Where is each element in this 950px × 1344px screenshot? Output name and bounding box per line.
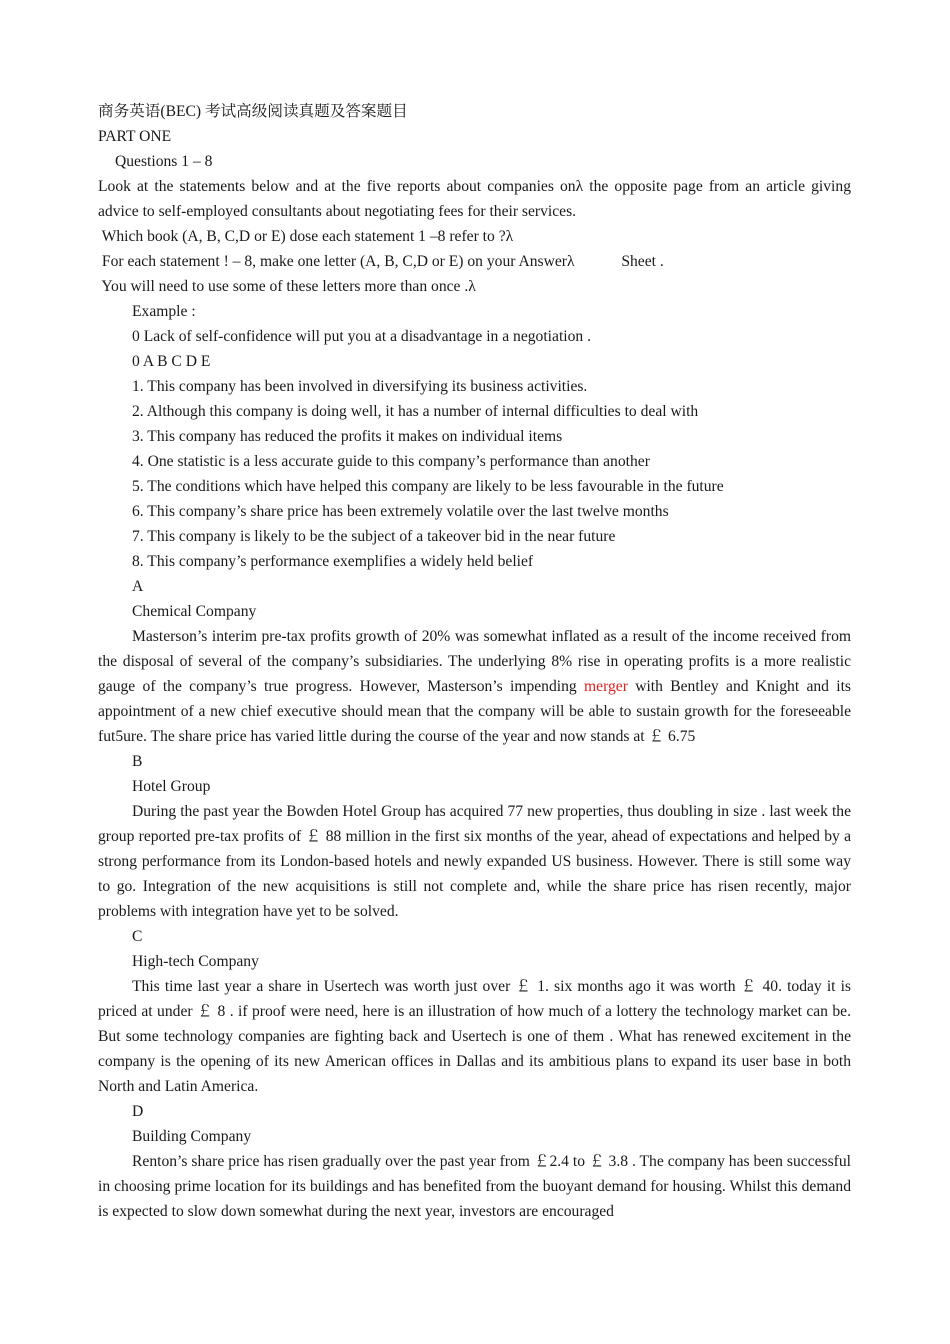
questions-range: Questions 1 – 8 <box>115 153 213 170</box>
document-title: 商务英语(BEC) 考试高级阅读真题及答案题目 <box>98 103 408 120</box>
report-d-letter: D <box>132 1103 144 1120</box>
example-label: Example : <box>132 303 196 320</box>
statement-8: 8. This company’s performance exemplifies a widely held belief <box>132 553 534 570</box>
report-b-body: During the past year the Bowden Hotel Group has acquired 77 new properties, thus doubling in size . last week the group reported pre-tax profits of ￡ 88 million in the first six months of the year, ahead of expectations and helped by a strong performance from its London-based hotels and newly expanded US business. However. There is still some way to go. Integration of the new acquisitions is still not complete and, while the share price has risen recently, major problems with integration have yet to be solved. <box>98 803 851 920</box>
statement-2: 2. Although this company is doing well, it has a number of internal difficulties to deal with <box>132 403 699 420</box>
report-a-heading: Chemical Company <box>132 603 257 620</box>
report-a-body <box>98 624 851 749</box>
report-b-letter: B <box>132 753 143 770</box>
instruction-1: Look at the statements below and at the five reports about companies onλ the opposite page from an article giving advice to self-employed consultants about negotiating fees for their services. <box>98 178 851 220</box>
statement-6: 6. This company’s share price has been extremely volatile over the last twelve months <box>132 503 669 520</box>
report-c-heading: High-tech Company <box>132 953 259 970</box>
instruction-2: Which book (A, B, C,D or E) dose each statement 1 –8 refer to ?λ <box>98 228 514 245</box>
report-a-text-after: with Bentley and Knight and its appointment of a new chief executive should mean that the company will be able to sustain growth for the foreseeable fut5ure. The share price has varied little during the course of the year and now stands at ￡ 6.75 <box>98 678 851 745</box>
statement-5: 5. The conditions which have helped this company are likely to be less favourable in the future <box>132 478 724 495</box>
instruction-4: You will need to use some of these letters more than once .λ <box>98 278 476 295</box>
statement-1: 1. This company has been involved in diversifying its business activities. <box>132 378 588 395</box>
report-d-body: Renton’s share price has risen gradually over the past year from ￡2.4 to ￡ 3.8 . The company has been successful in choosing prime location for its buildings and has benefited from the buoyant demand for housing. Whilst this demand is expected to slow down somewhat during the next year, investors are encouraged <box>98 1153 851 1220</box>
report-a-text-before: Masterson’s interim pre-tax profits growth of 20% was somewhat inflated as a result of the income received from the disposal of several of the company’s subsidiaries. The underlying 8% rise in operating profits is a more realistic gauge of the company’s true progress. However, Masterson’s impending <box>98 628 851 695</box>
part-heading: PART ONE <box>98 128 172 145</box>
example-answer-row: 0 A B C D E <box>132 353 211 370</box>
statement-7: 7. This company is likely to be the subject of a takeover bid in the near future <box>132 528 616 545</box>
report-a-letter: A <box>132 578 144 595</box>
statement-4: 4. One statistic is a less accurate guide to this company’s performance than another <box>132 453 650 470</box>
report-b-heading: Hotel Group <box>132 778 211 795</box>
report-c-letter: C <box>132 928 143 945</box>
report-a-highlight: merger <box>584 678 628 695</box>
report-c-body: This time last year a share in Usertech was worth just over ￡ 1. six months ago it was worth ￡ 40. today it is priced at under ￡ 8 . if proof were need, here is an illustration of how much of a lottery the technology market can be. But some technology companies are fighting back and Usertech is one of them . What has renewed excitement in the company is the opening of its new American offices in Dallas and its ambitious plans to expand its user base in both North and Latin America. <box>98 978 851 1095</box>
statement-3: 3. This company has reduced the profits it makes on individual items <box>132 428 563 445</box>
example-statement: 0 Lack of self-confidence will put you at a disadvantage in a negotiation . <box>132 328 591 345</box>
document-page <box>98 99 851 1224</box>
instruction-3: For each statement ! – 8, make one letter (A, B, C,D or E) on your Answerλ Sheet . <box>98 253 664 270</box>
report-d-heading: Building Company <box>132 1128 252 1145</box>
